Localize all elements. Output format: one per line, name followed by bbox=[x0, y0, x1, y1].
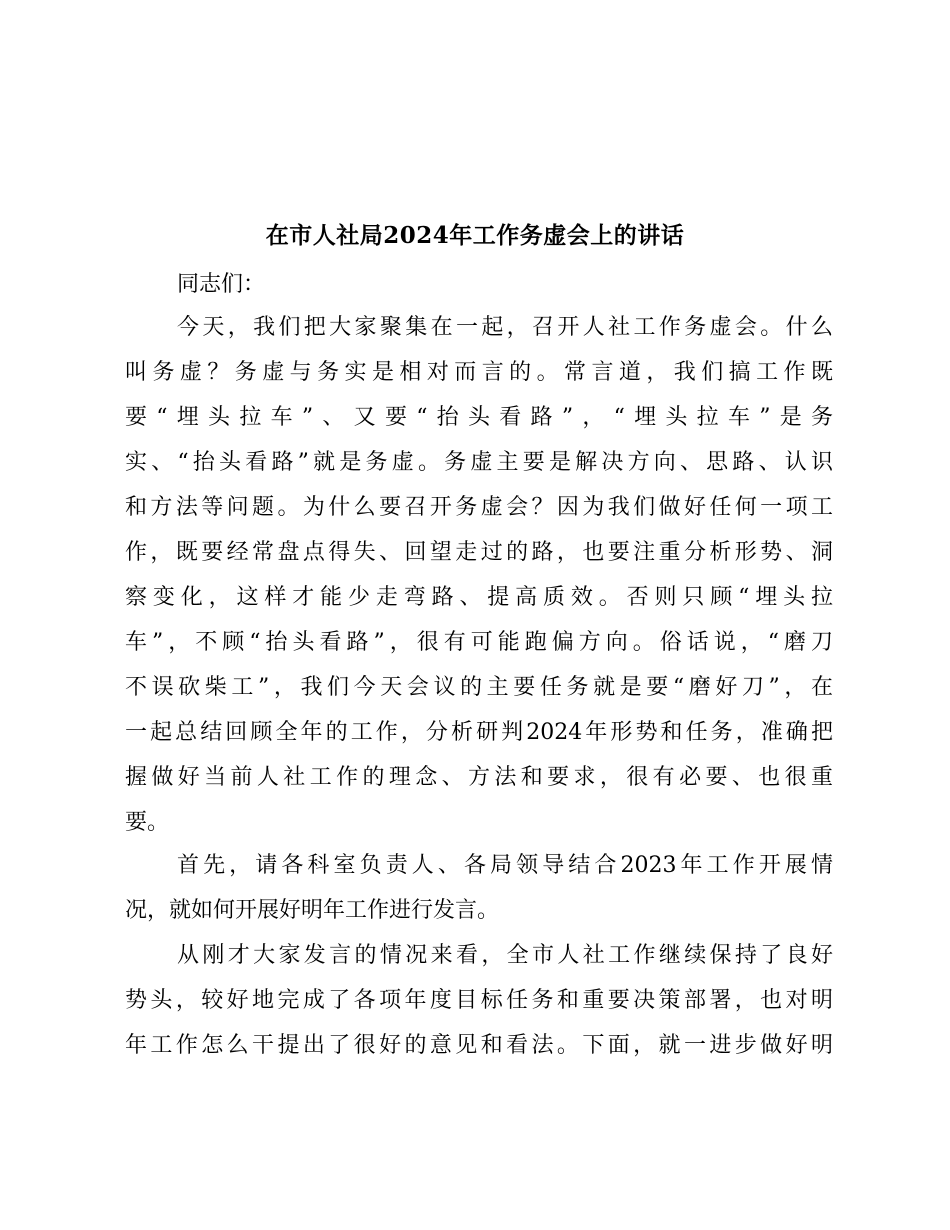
paragraph-3-line: 势头，较好地完成了各项年度目标任务和重要决策部署，也对明 bbox=[125, 988, 833, 1013]
paragraph-1-line: 作，既要经常盘点得失、回望走过的路，也要注重分析形势、洞 bbox=[125, 540, 833, 565]
document-title: 在市人社局2024年工作务虚会上的讲话 bbox=[265, 222, 685, 249]
paragraph-3-line: 年工作怎么干提出了很好的意见和看法。下面，就一进步做好明 bbox=[125, 1033, 833, 1058]
paragraph-2-line: 况，就如何开展好明年工作进行发言。 bbox=[125, 898, 500, 923]
paragraph-2-line: 首先，请各科室负责人、各局领导结合2023年工作开展情 bbox=[177, 853, 833, 878]
paragraph-1-line: 实、“抬头看路”就是务虚。务虚主要是解决方向、思路、认识 bbox=[125, 450, 833, 475]
paragraph-1-line: 今天，我们把大家聚集在一起，召开人社工作务虚会。什么 bbox=[177, 315, 833, 340]
paragraph-1-line: 和方法等问题。为什么要召开务虚会？因为我们做好任何一项工 bbox=[125, 495, 833, 520]
paragraph-1-line: 察变化，这样才能少走弯路、提高质效。否则只顾“埋头拉 bbox=[125, 585, 833, 610]
paragraph-1-line: 握做好当前人社工作的理念、方法和要求，很有必要、也很重 bbox=[125, 765, 833, 790]
paragraph-1-line: 一起总结回顾全年的工作，分析研判2024年形势和任务，准确把 bbox=[125, 720, 833, 745]
paragraph-1-line: 要。 bbox=[125, 810, 170, 835]
paragraph-1-line: 不误砍柴工”，我们今天会议的主要任务就是要“磨好刀”，在 bbox=[125, 675, 833, 700]
paragraph-3-line: 从刚才大家发言的情况来看，全市人社工作继续保持了良好 bbox=[177, 943, 833, 968]
greeting: 同志们： bbox=[177, 272, 266, 297]
paragraph-1-line: 车”，不顾“抬头看路”，很有可能跑偏方向。俗话说，“磨刀 bbox=[125, 630, 833, 655]
paragraph-1-line: 要“埋头拉车”、又要“抬头看路”，“埋头拉车”是务 bbox=[125, 405, 833, 430]
paragraph-1-line: 叫务虚？务虚与务实是相对而言的。常言道，我们搞工作既 bbox=[125, 360, 833, 385]
